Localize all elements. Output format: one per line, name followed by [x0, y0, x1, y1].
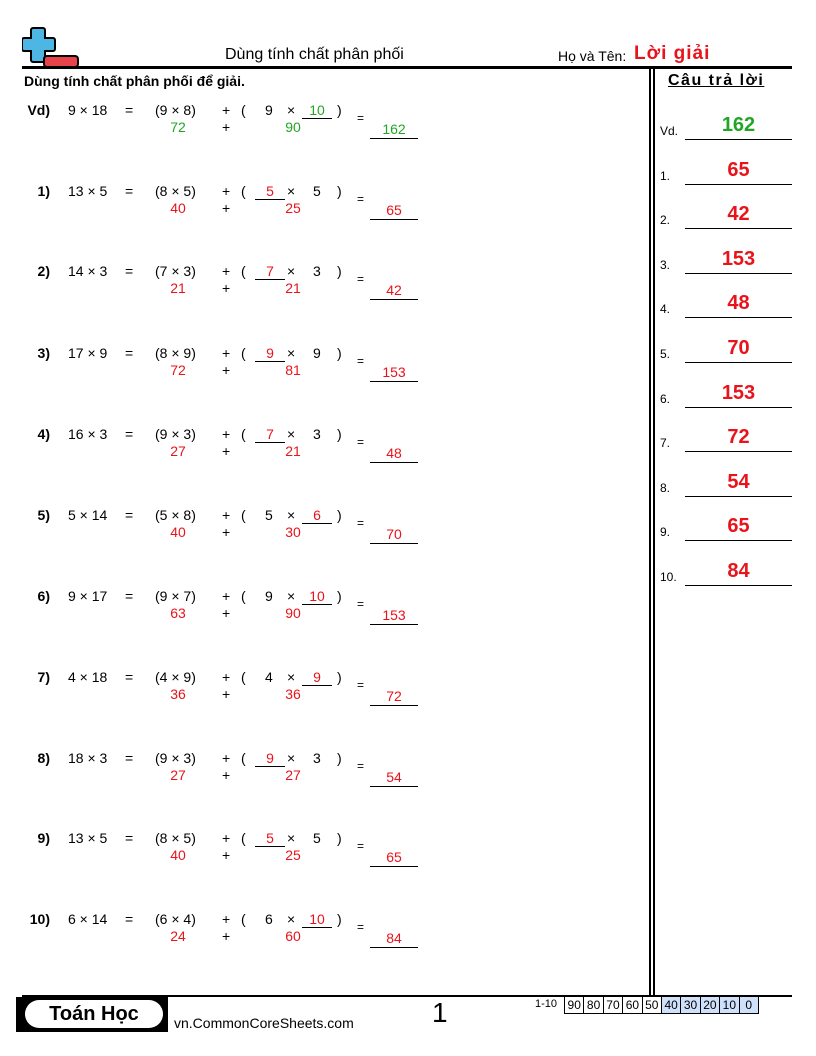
first-group: (8 × 5): [155, 183, 196, 199]
score-cell: 10: [720, 997, 739, 1014]
plus-sign: +: [222, 443, 231, 459]
blank-factor[interactable]: 5: [255, 183, 285, 200]
score-cell: 70: [604, 997, 623, 1014]
answer-label: 9.: [660, 525, 671, 540]
first-group: (5 × 8): [155, 507, 196, 523]
answer-value[interactable]: 42: [727, 203, 750, 226]
right-paren: ): [337, 830, 342, 846]
score-cell: 60: [623, 997, 642, 1014]
second-product: 30: [285, 524, 301, 540]
total-answer[interactable]: 162: [370, 121, 418, 139]
plus-sign: +: [222, 686, 231, 702]
blank-factor[interactable]: 7: [255, 426, 285, 443]
name-value: Lời giải: [634, 43, 711, 64]
plus-sign: +: [222, 605, 231, 621]
answer-line: [685, 317, 792, 318]
blank-factor[interactable]: 9: [255, 345, 285, 362]
answer-value[interactable]: 65: [727, 515, 750, 538]
first-group: (8 × 5): [155, 830, 196, 846]
times-sign: ×: [287, 750, 296, 766]
answer-item: [660, 467, 792, 497]
answer-line: [685, 451, 792, 452]
answer-value[interactable]: 48: [727, 292, 750, 315]
answer-item: [660, 110, 792, 140]
equals-sign: =: [125, 507, 134, 523]
plus-sign: +: [222, 767, 231, 783]
answer-line: [685, 362, 792, 363]
footer-brand: Toán Học: [25, 1000, 163, 1028]
blank-factor[interactable]: 9: [302, 669, 332, 686]
problem-row: [0, 830, 430, 880]
right-paren: ): [337, 588, 342, 604]
score-table: [564, 997, 759, 1014]
answer-line: [685, 540, 792, 541]
answer-label: 4.: [660, 302, 671, 317]
answer-line: [685, 585, 792, 586]
answer-value[interactable]: 153: [721, 247, 756, 270]
second-product: 90: [285, 605, 301, 621]
plus-sign: +: [222, 750, 231, 766]
first-product: 36: [170, 686, 186, 702]
problem-row: [0, 750, 430, 800]
times-sign: ×: [287, 830, 296, 846]
times-sign: ×: [287, 102, 296, 118]
factor: 5: [313, 183, 321, 199]
factor: 3: [313, 750, 321, 766]
problem-expression: 6 × 14: [68, 911, 108, 927]
equals-sign: =: [357, 435, 365, 449]
factor: 9: [265, 588, 273, 604]
problem-number: 4): [37, 426, 50, 442]
column-divider: [649, 69, 651, 996]
answer-label: 1.: [660, 168, 671, 183]
column-divider: [653, 69, 655, 996]
problem-row: [0, 345, 430, 395]
answer-value[interactable]: 70: [727, 337, 750, 359]
total-answer[interactable]: 153: [370, 607, 418, 625]
factor: 9: [265, 102, 273, 118]
first-product: 24: [170, 928, 186, 944]
right-paren: ): [337, 669, 342, 685]
score-cell: 20: [701, 997, 720, 1014]
first-product: 21: [170, 280, 186, 296]
equals-sign: =: [125, 669, 134, 685]
total-answer[interactable]: 65: [370, 202, 418, 220]
second-product: 36: [285, 686, 301, 702]
total-answer[interactable]: 84: [370, 930, 418, 948]
answer-value[interactable]: 153: [721, 381, 756, 404]
problem-expression: 9 × 18: [68, 102, 108, 118]
plus-sign: +: [222, 507, 231, 523]
problem-expression: 18 × 3: [68, 750, 108, 766]
left-paren: (: [241, 507, 246, 523]
problem-row: [0, 263, 430, 313]
second-product: 90: [285, 119, 301, 135]
factor: 5: [313, 830, 321, 846]
times-sign: ×: [287, 911, 296, 927]
blank-factor[interactable]: 6: [302, 507, 332, 524]
left-paren: (: [241, 588, 246, 604]
factor: 4: [265, 669, 273, 685]
left-paren: (: [241, 750, 246, 766]
second-product: 81: [285, 362, 301, 378]
times-sign: ×: [287, 588, 296, 604]
factor: 6: [265, 911, 273, 927]
total-answer[interactable]: 70: [370, 526, 418, 544]
equals-sign: =: [357, 839, 365, 853]
times-sign: ×: [287, 669, 296, 685]
left-paren: (: [241, 830, 246, 846]
problem-expression: 17 × 9: [68, 345, 108, 361]
plus-minus-logo-icon: [22, 26, 80, 68]
left-paren: (: [241, 911, 246, 927]
problem-number: 1): [37, 183, 50, 199]
factor: 5: [265, 507, 273, 523]
equals-sign: =: [357, 597, 365, 611]
blank-factor[interactable]: 10: [302, 588, 332, 605]
equals-sign: =: [125, 426, 134, 442]
plus-sign: +: [222, 345, 231, 361]
blank-factor[interactable]: 7: [255, 263, 285, 280]
left-paren: (: [241, 183, 246, 199]
equals-sign: =: [357, 111, 365, 125]
answer-label: 8.: [660, 480, 671, 495]
problem-number: 9): [37, 830, 50, 846]
footer-url: vn.CommonCoreSheets.com: [174, 1015, 354, 1031]
answer-value[interactable]: 84: [727, 560, 750, 582]
answer-item: [660, 244, 792, 274]
score-cell: 80: [584, 997, 603, 1014]
plus-sign: +: [222, 263, 231, 279]
first-group: (4 × 9): [155, 669, 196, 685]
first-group: (7 × 3): [155, 263, 196, 279]
equals-sign: =: [125, 830, 134, 846]
total-answer[interactable]: 153: [370, 364, 418, 382]
problem-expression: 4 × 18: [68, 669, 108, 685]
left-paren: (: [241, 263, 246, 279]
score-cell: 50: [643, 997, 662, 1014]
blank-factor[interactable]: 10: [302, 102, 332, 119]
answer-label: 2.: [660, 213, 671, 228]
second-product: 27: [285, 767, 301, 783]
right-paren: ): [337, 102, 342, 118]
first-group: (6 × 4): [155, 911, 196, 927]
times-sign: ×: [287, 183, 296, 199]
equals-sign: =: [357, 759, 365, 773]
first-product: 72: [170, 362, 186, 378]
right-paren: ): [337, 750, 342, 766]
score-range-label: 1-10: [535, 998, 558, 1010]
first-group: (9 × 7): [155, 588, 196, 604]
problem-number: Vd): [27, 102, 50, 118]
plus-sign: +: [222, 102, 231, 118]
times-sign: ×: [287, 345, 296, 361]
answer-item: [660, 422, 792, 452]
equals-sign: =: [125, 588, 134, 604]
problem-expression: 13 × 5: [68, 830, 108, 846]
first-product: 40: [170, 847, 186, 863]
answer-item: [660, 199, 792, 229]
times-sign: ×: [287, 507, 296, 523]
equals-sign: =: [125, 263, 134, 279]
page-number: 1: [432, 997, 448, 1028]
right-paren: ): [337, 507, 342, 523]
answer-value[interactable]: 162: [721, 114, 756, 136]
times-sign: ×: [287, 426, 296, 442]
answer-item: [660, 556, 792, 586]
answer-line: [685, 139, 792, 140]
instructions: Dùng tính chất phân phối để giải.: [24, 73, 245, 89]
plus-sign: +: [222, 362, 231, 378]
name-label: Họ và Tên:: [558, 48, 627, 64]
equals-sign: =: [357, 354, 365, 368]
answer-label: 6.: [660, 391, 671, 406]
equals-sign: =: [357, 516, 365, 530]
right-paren: ): [337, 911, 342, 927]
second-product: 21: [285, 443, 301, 459]
first-product: 63: [170, 605, 186, 621]
equals-sign: =: [125, 102, 134, 118]
times-sign: ×: [287, 263, 296, 279]
blank-factor[interactable]: 9: [255, 750, 285, 767]
problem-expression: 5 × 14: [68, 507, 108, 523]
blank-factor[interactable]: 5: [255, 830, 285, 847]
first-product: 40: [170, 524, 186, 540]
answer-item: [660, 511, 792, 541]
problem-expression: 16 × 3: [68, 426, 108, 442]
second-product: 25: [285, 847, 301, 863]
total-answer[interactable]: 65: [370, 849, 418, 867]
plus-sign: +: [222, 911, 231, 927]
answer-label: 5.: [660, 347, 671, 361]
answer-value[interactable]: 54: [727, 470, 750, 493]
equals-sign: =: [357, 192, 365, 206]
problem-expression: 14 × 3: [68, 263, 108, 279]
header-divider: [22, 66, 792, 69]
second-product: 21: [285, 280, 301, 296]
problem-number: 2): [37, 263, 50, 279]
problem-number: 10): [29, 911, 50, 927]
answer-line: [685, 228, 792, 229]
right-paren: ): [337, 426, 342, 442]
blank-factor[interactable]: 10: [302, 911, 332, 928]
equals-sign: =: [125, 345, 134, 361]
second-product: 60: [285, 928, 301, 944]
equals-sign: =: [125, 183, 134, 199]
right-paren: ): [337, 263, 342, 279]
answer-line: [685, 496, 792, 497]
equals-sign: =: [357, 272, 365, 286]
plus-sign: +: [222, 847, 231, 863]
score-cell: 30: [681, 997, 700, 1014]
first-group: (9 × 8): [155, 102, 196, 118]
answer-label: 3.: [660, 257, 671, 272]
equals-sign: =: [125, 750, 134, 766]
first-group: (8 × 9): [155, 345, 196, 361]
problem-number: 8): [37, 750, 50, 766]
plus-sign: +: [222, 588, 231, 604]
first-group: (9 × 3): [155, 750, 196, 766]
first-product: 27: [170, 767, 186, 783]
answer-label: 10.: [660, 570, 677, 584]
answer-item: [660, 288, 792, 318]
worksheet-title: Dùng tính chất phân phối: [225, 46, 404, 63]
problem-number: 5): [37, 507, 50, 523]
problem-row: [0, 911, 430, 961]
answers-title: Câu trả lời: [668, 72, 765, 89]
plus-sign: +: [222, 524, 231, 540]
left-paren: (: [241, 102, 246, 118]
problem-row: [0, 669, 430, 719]
answer-label: Vd.: [660, 124, 679, 138]
left-paren: (: [241, 669, 246, 685]
total-answer[interactable]: 42: [370, 282, 418, 300]
answer-item: [660, 155, 792, 185]
equals-sign: =: [357, 678, 365, 692]
right-paren: ): [337, 345, 342, 361]
answer-item: [660, 333, 792, 363]
problem-row: [0, 102, 430, 152]
problem-row: [0, 507, 430, 557]
second-product: 25: [285, 200, 301, 216]
problem-number: 3): [37, 345, 50, 361]
plus-sign: +: [222, 280, 231, 296]
plus-sign: +: [222, 183, 231, 199]
problem-expression: 9 × 17: [68, 588, 108, 604]
equals-sign: =: [125, 911, 134, 927]
plus-sign: +: [222, 669, 231, 685]
answer-label: 7.: [660, 436, 671, 451]
left-paren: (: [241, 345, 246, 361]
first-product: 72: [170, 119, 186, 135]
answer-value[interactable]: 65: [727, 158, 750, 181]
plus-sign: +: [222, 200, 231, 216]
problem-row: [0, 183, 430, 233]
answer-item: [660, 378, 792, 408]
equals-sign: =: [357, 920, 365, 934]
factor: 3: [313, 426, 321, 442]
problem-row: [0, 588, 430, 638]
total-answer[interactable]: 72: [370, 688, 418, 706]
first-product: 27: [170, 443, 186, 459]
score-cell: 90: [565, 997, 584, 1014]
score-cell: 0: [740, 997, 759, 1014]
answer-value[interactable]: 72: [727, 426, 750, 449]
plus-sign: +: [222, 928, 231, 944]
factor: 3: [313, 263, 321, 279]
first-group: (9 × 3): [155, 426, 196, 442]
problem-row: [0, 426, 430, 476]
total-answer[interactable]: 48: [370, 445, 418, 463]
answer-line: [685, 407, 792, 408]
plus-sign: +: [222, 426, 231, 442]
total-answer[interactable]: 54: [370, 769, 418, 787]
plus-sign: +: [222, 830, 231, 846]
factor: 9: [313, 345, 321, 361]
problem-number: 7): [37, 669, 50, 685]
plus-sign: +: [222, 119, 231, 135]
problem-expression: 13 × 5: [68, 183, 108, 199]
score-cell: 40: [662, 997, 681, 1014]
left-paren: (: [241, 426, 246, 442]
right-paren: ): [337, 183, 342, 199]
answer-line: [685, 273, 792, 274]
answer-line: [685, 184, 792, 185]
first-product: 40: [170, 200, 186, 216]
problem-number: 6): [37, 588, 50, 604]
